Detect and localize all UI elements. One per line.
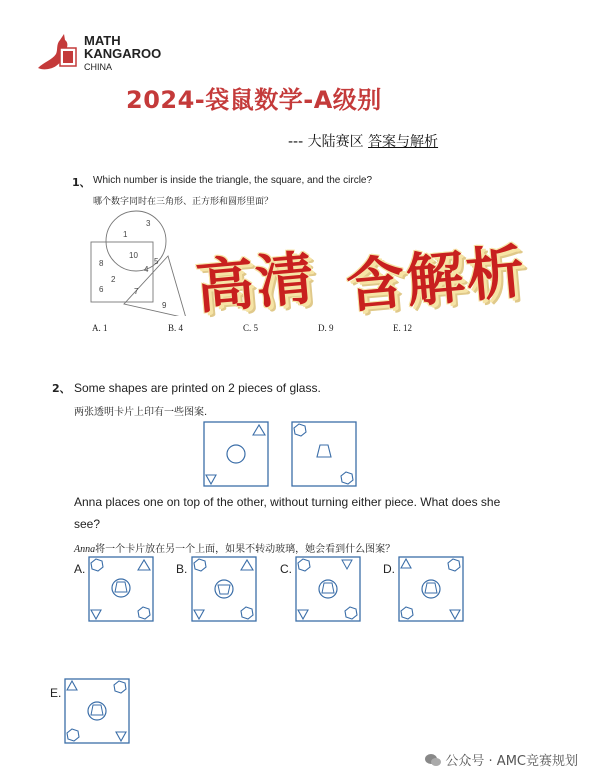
q1-fig-5: 5: [154, 257, 159, 266]
promo-stamp: [191, 203, 538, 332]
q2-option-d-figure: [398, 556, 464, 622]
q1-fig-10: 10: [129, 251, 138, 260]
stamp-part-2: 含解析: [343, 237, 529, 321]
page-title: 2024-袋鼠数学-A级别: [126, 86, 382, 114]
q2-option-e-label: E.: [50, 686, 62, 700]
subtitle-underlined: 答案与解析: [368, 134, 439, 150]
q1-fig-8: 8: [99, 259, 104, 268]
q1-option-b: B. 4: [168, 323, 184, 333]
q1-option-c: C. 5: [243, 323, 259, 333]
footer-text: 公众号 · AMC竞赛规划: [445, 754, 578, 769]
q2-option-e-figure: [64, 678, 130, 744]
q2-number: 2、: [52, 382, 71, 395]
logo-line-2: KANGAROO: [84, 46, 162, 61]
q2-english-2b: see?: [74, 517, 101, 531]
glass-piece-1: [203, 421, 269, 487]
q1-fig-2: 2: [111, 275, 116, 284]
q2-option-b-label: B.: [176, 562, 188, 576]
kangaroo-logo-icon: [34, 32, 84, 72]
logo-line-3: CHINA: [84, 62, 113, 72]
q2-name-anna: Anna: [74, 544, 96, 555]
q1-fig-9: 9: [162, 301, 167, 310]
q1-figure: [86, 206, 196, 316]
q2-chinese-2-text: 将一个卡片放在另一个上面，如果不转动玻璃，她会看到什么图案？: [95, 544, 396, 555]
q1-fig-6: 6: [99, 285, 104, 294]
q1-fig-4: 4: [144, 265, 149, 274]
wechat-icon: [425, 753, 441, 767]
q2-english-2a: Anna places one on top of the other, without turning either piece. What does she: [74, 495, 501, 509]
q1-option-a: A. 1: [92, 323, 108, 333]
logo-line-1: MATH: [84, 33, 121, 48]
q2-english-1: Some shapes are printed on 2 pieces of glass.: [74, 381, 321, 395]
logo: [34, 32, 174, 72]
q1-english: Which number is inside the triangle, the square, and the circle?: [93, 175, 373, 186]
page-subtitle: [288, 131, 438, 151]
q1-option-d: D. 9: [318, 323, 334, 333]
q1-fig-7: 7: [134, 287, 139, 296]
footer-watermark: [425, 750, 578, 769]
glass-piece-2: [291, 421, 357, 487]
q2-option-b-figure: [191, 556, 257, 622]
q1-fig-1: 1: [123, 230, 128, 239]
q2-option-c-figure: [295, 556, 361, 622]
q1-chinese: 哪个数字同时在三角形、正方形和圆形里面？: [93, 197, 274, 207]
q2-chinese-2: [74, 540, 395, 555]
stamp-part-1: 高清: [193, 243, 319, 322]
q2-option-a-label: A.: [74, 562, 86, 576]
q2-chinese-1: 两张透明卡片上印有一些图案.: [74, 407, 208, 418]
q2-option-d-label: D.: [383, 562, 395, 576]
q1-number: 1、: [72, 176, 91, 189]
q2-option-a-figure: [88, 556, 154, 622]
q1-option-e: E. 12: [393, 323, 412, 333]
subtitle-prefix: --- 大陆赛区: [288, 134, 369, 150]
q2-option-c-label: C.: [280, 562, 292, 576]
q1-fig-3: 3: [146, 219, 151, 228]
